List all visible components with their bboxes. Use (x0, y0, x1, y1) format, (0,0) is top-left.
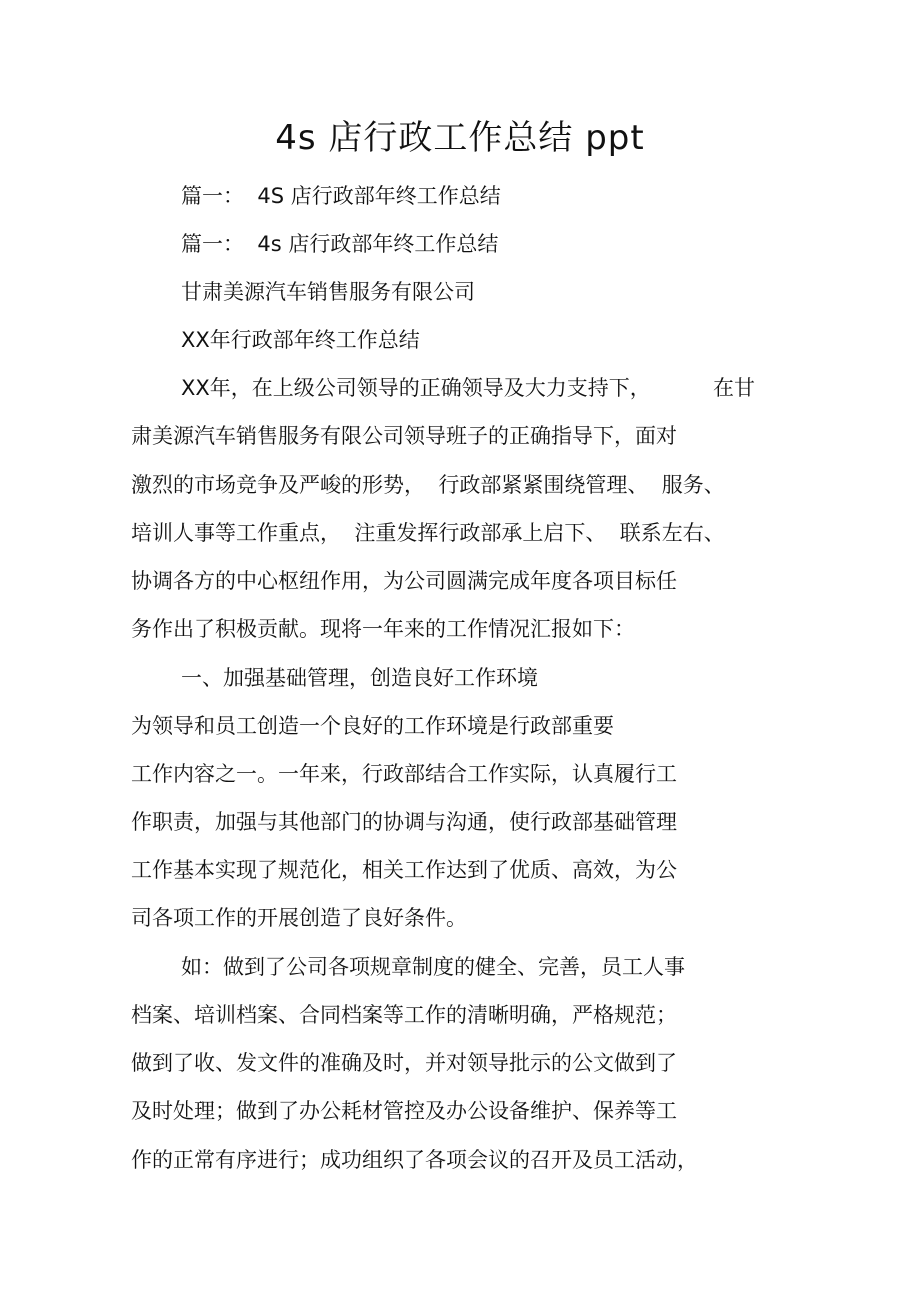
paragraph-1-line-5: 协调各方的中心枢纽作用，为公司圆满完成年度各项目标任 (131, 569, 677, 593)
document-title: 4s 店行政工作总结 ppt (275, 118, 645, 158)
paragraph-3-line-4: 及时处理；做到了办公耗材管控及办公设备维护、保养等工 (131, 1099, 677, 1123)
paragraph-1-line-1: XX年，在上级公司领导的正确领导及大力支持下， (181, 376, 651, 400)
paragraph-2-line-4: 工作基本实现了规范化，相关工作达到了优质、高效，为公 (131, 858, 677, 882)
paragraph-1-line-4: 培训人事等工作重点， 注重发挥行政部承上启下、 联系左右、 (131, 521, 725, 545)
paragraph-1-line-1-tail: 在甘 (713, 376, 755, 400)
paragraph-2-line-2: 工作内容之一。一年来，行政部结合工作实际，认真履行工 (131, 762, 677, 786)
paragraph-3-line-5: 作的正常有序进行；成功组织了各项会议的召开及员工活动， (131, 1148, 698, 1172)
paragraph-3-line-2: 档案、培训档案、合同档案等工作的清晰明确，严格规范； (131, 1003, 677, 1027)
paragraph-2-line-5: 司各项工作的开展创造了良好条件。 (131, 906, 467, 930)
paragraph-2-line-1: 为领导和员工创造一个良好的工作环境是行政部重要 (131, 714, 614, 738)
paragraph-1-line-2: 肃美源汽车销售服务有限公司领导班子的正确指导下，面对 (131, 424, 677, 448)
paragraph-2-line-3: 作职责，加强与其他部门的协调与沟通，使行政部基础管理 (131, 810, 677, 834)
section-heading-1: 一、加强基础管理，创造良好工作环境 (181, 666, 538, 690)
report-title-line: XX年行政部年终工作总结 (181, 328, 420, 352)
heading-line-1: 篇一： 4S 店行政部年终工作总结 (181, 184, 501, 208)
paragraph-3-line-1: 如：做到了公司各项规章制度的健全、完善，员工人事 (181, 955, 685, 979)
heading-line-2: 篇一： 4s 店行政部年终工作总结 (181, 232, 499, 256)
paragraph-3-line-3: 做到了收、发文件的准确及时，并对领导批示的公文做到了 (131, 1051, 677, 1075)
paragraph-1-line-3: 激烈的市场竞争及严峻的形势， 行政部紧紧围绕管理、 服务、 (131, 473, 725, 497)
paragraph-1-line-6: 务作出了积极贡献。现将一年来的工作情况汇报如下： (131, 617, 635, 641)
company-name-line: 甘肃美源汽车销售服务有限公司 (181, 280, 475, 304)
